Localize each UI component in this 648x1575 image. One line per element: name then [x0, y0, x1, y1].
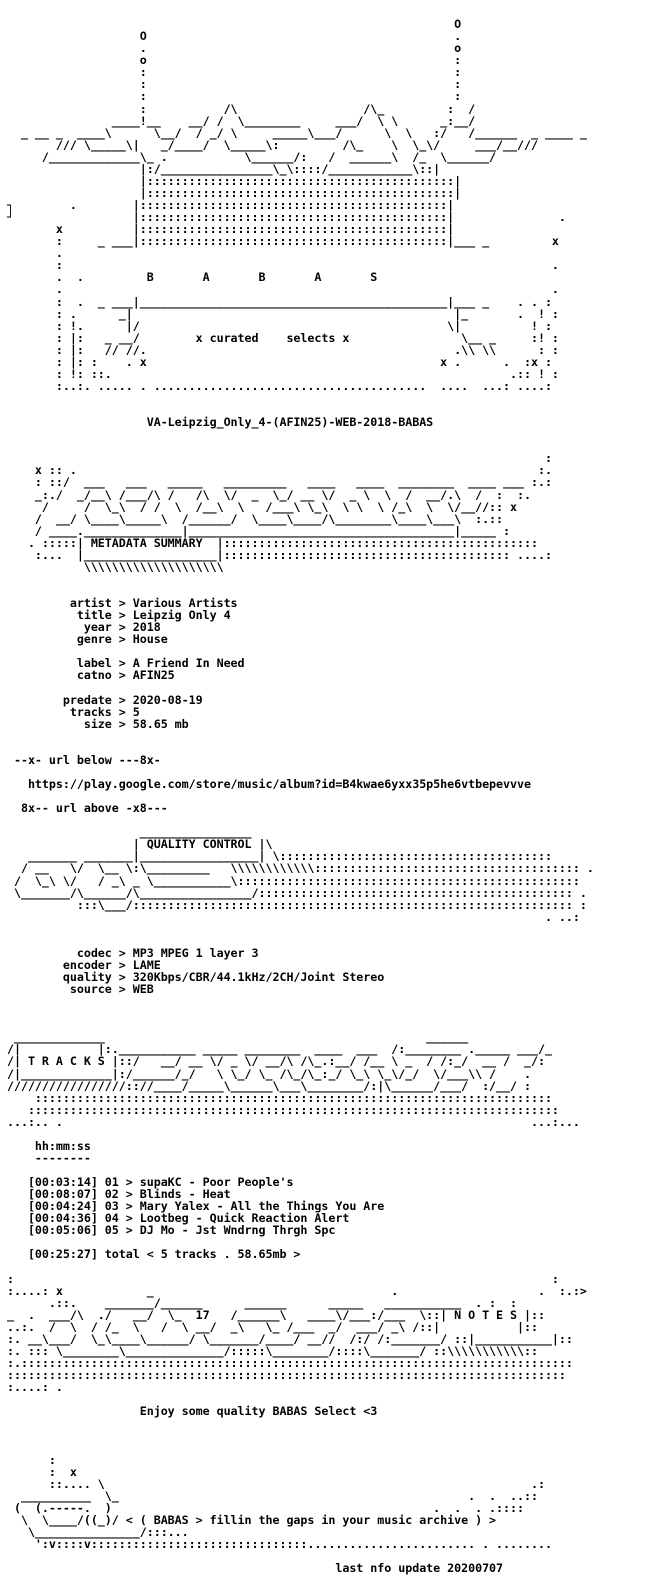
- nfo-line: source > WEB: [0, 982, 154, 997]
- nfo-line: [0, 1128, 648, 1140]
- nfo-line: :.:::::::::::::::::::::::::::::::::::::::::::::::::::::::::::::::::::::::::::::::: [0, 1356, 573, 1370]
- nfo-line: [0, 1007, 648, 1019]
- nfo-line: --x- url below ---8x-: [0, 752, 161, 767]
- nfo-line: _______ _______|_________________| \:::::::::::::::::::::::::::::::::::::::: [0, 849, 552, 864]
- nfo-line: : :: [0, 77, 559, 92]
- nfo-line: [0, 682, 648, 694]
- nfo-line: __________ \_ . . ..::: [0, 1488, 538, 1503]
- nfo-line: ________________: [0, 825, 252, 840]
- nfo-line: encoder > LAME: [0, 957, 161, 972]
- nfo-line: / \_\ \/ / _\ _ \___________\:::::::::::::::::::::::::::::::::::::::::::::::::: [0, 873, 580, 888]
- nfo-line: /_____________\_ . \______/: / ______\ /_ \______/: [0, 149, 573, 164]
- nfo-line: | QUALITY CONTROL |\: [0, 837, 273, 852]
- nfo-line: O: [0, 17, 559, 32]
- nfo-line: /| T R A C K S |::/ __/ __ \/ _ \/ __/\ /\_.:__/ /__ \ _ / /:_/ __ / _/:: [0, 1054, 545, 1069]
- nfo-line: : _ ___|::::::::::::::::::::::::::::::::::::::::::::|___ _ x: [0, 234, 566, 249]
- nfo-line: [00:25:27] total < 5 tracks . 58.65mb >: [0, 1247, 301, 1262]
- nfo-line: ...:.. . ...:...: [0, 1114, 580, 1129]
- nfo-line: :: [0, 451, 552, 466]
- nfo-line: |::::::::::::::::::::::::::::::::::::::::::::|: [0, 185, 573, 200]
- nfo-line: _ __ _ ____\ \__/ / _/ \ _____\___/ \ \ :/ /______ _ ____ _: [0, 125, 587, 140]
- nfo-line: [00:04:24] 03 > Mary Yalex - All the Things You Are: [0, 1199, 385, 1214]
- nfo-line: ┘ |::::::::::::::::::::::::::::::::::::::::::::| .: [0, 210, 566, 225]
- nfo-line: ::::::::::::::::::::::::::::::::::::::::::::::::::::::::::::::::::::::::::: [0, 1090, 552, 1105]
- nfo-line: \_______________/:::...: [0, 1524, 189, 1539]
- nfo-line: :: [0, 1452, 56, 1467]
- nfo-line: [00:03:14] 01 > supaKC - Poor People's: [0, 1175, 294, 1190]
- nfo-line: : ::/ ___ ___ _____ _________ ____ ____ ________ ____ ___ :.:: [0, 475, 552, 490]
- nfo-line: quality > 320Kbps/CBR/44.1kHz/2CH/Joint Stereo: [0, 970, 385, 984]
- nfo-line: . ..:: [0, 909, 580, 924]
- nfo-line: genre > House: [0, 632, 168, 647]
- nfo-line: .: [0, 246, 559, 261]
- nfo-line: o :: [0, 53, 559, 68]
- nfo-line: : :: [0, 65, 559, 80]
- nfo-line: : |: : . x x . . :x :: [0, 354, 552, 369]
- nfo-line: : !: ::. .:: ! :: [0, 366, 559, 381]
- nfo-line: ':v::::v:::::::::::::::::::::::::::::::........................ . ........: [0, 1536, 552, 1551]
- nfo-line: hh:mm:ss: [0, 1138, 91, 1153]
- nfo-line: _ . ___/\ ./ __/ \_ 17 /______\ ____\/___:/___ \::| N O T E S |::: [0, 1307, 545, 1322]
- nfo-line: label > A Friend In Need: [0, 656, 245, 671]
- nfo-line: ..:. / \ / /_ \ / \ __/ _\ \_ /___ _/ ___/ _\ /::| |::: [0, 1319, 538, 1334]
- nfo-line: [00:08:07] 02 > Blinds - Heat: [0, 1187, 231, 1202]
- nfo-line: ____!__ __/ / \________ ___/ \ \ _:__/: [0, 113, 566, 128]
- nfo-line: last nfo update 20200707: [0, 1561, 504, 1575]
- nfo-line: . o: [0, 41, 559, 56]
- nfo-line: |:/________________\_\::::/____________\::|: [0, 161, 566, 176]
- nfo-line: :....: .: [0, 1380, 63, 1395]
- nfo-line: VA-Leipzig_Only_4-(AFIN25)-WEB-2018-BABAS: [0, 415, 434, 430]
- nfo-line: year > 2018: [0, 620, 161, 635]
- nfo-line: https://play.google.com/store/music/album?id=B4kwae6yxx35p5he6vtbepevvve: [0, 777, 531, 791]
- nfo-line: ::::::::::::::::::::::::::::::::::::::::::::::::::::::::::::::::::::::::::::: [0, 1102, 559, 1117]
- nfo-document: [0, 6, 648, 1574]
- nfo-line: [0, 392, 648, 404]
- nfo-line: /// \_____\| _/____/ \_____\: /\_ \ \_\/ ___/__///: [0, 137, 552, 152]
- nfo-line: ::::::::::::::::::::::::::::::::::::::::::::::::::::::::::::::::::::::::::::::::: [0, 1368, 566, 1383]
- nfo-line: [0, 573, 648, 585]
- nfo-line: / ____.______________|______________________________________|_____ :: [0, 523, 511, 538]
- nfo-line: tracks > 5: [0, 704, 140, 719]
- nfo-line: ( (.-----. ) . . . .::::: [0, 1500, 524, 1515]
- nfo-line: [0, 1261, 648, 1273]
- nfo-line: :::\___/::::::::::::::::::::::::::::::::::::::::::::::::::::::::::::::: :: [0, 897, 587, 912]
- nfo-line: / __/ \____\_____\ /______/ \____\____/\________\____\___\ :.::: [0, 511, 504, 526]
- nfo-line: title > Leipzig Only 4: [0, 608, 231, 623]
- nfo-line: predate > 2020-08-19: [0, 692, 203, 707]
- nfo-line: 8x-- url above -x8---: [0, 801, 168, 816]
- nfo-line: :..:. ..... . ....................................... .... ...: ....:: [0, 378, 552, 393]
- nfo-line: :. ::: \________\______________/:::::\________/::::\_______/ ::\\\\\\\\\\\::: [0, 1343, 538, 1358]
- nfo-line: :. __\___/ \_\____\______/ \_______/____/ __// /:/ /:_______/ ::|___________|::: [0, 1331, 573, 1346]
- nfo-line: : .: [0, 258, 559, 273]
- nfo-line: : :: [0, 89, 559, 104]
- nfo-line: \\\\\\\\\\\\\\\\\\\\: [0, 559, 224, 574]
- nfo-line: ┐ . |::::::::::::::::::::::::::::::::::::::::::::|: [0, 198, 566, 212]
- nfo-line: /| |:.___________ _____ ________ ____ ___ /:________ ._____ ___/_: [0, 1042, 552, 1057]
- nfo-line: [0, 1441, 648, 1453]
- nfo-line: [00:05:06] 05 > DJ Mo - Jst Wndrng Thrgh Spc: [0, 1223, 336, 1238]
- nfo-line: \ \____/((_)/ < ( BABAS > fillin the gaps in your music archive ) >: [0, 1512, 497, 1527]
- nfo-line: Enjoy some quality BABAS Select <3: [0, 1404, 378, 1419]
- nfo-line: size > 58.65 mb: [0, 716, 189, 731]
- nfo-line: _:./ _/__\ /___/\ / /\ \/ _ \_/ __ \/ _ \ \ / __/.\ / : :.: [0, 487, 531, 502]
- nfo-line: codec > MP3 MPEG 1 layer 3: [0, 945, 259, 960]
- nfo-line: [0, 1417, 648, 1429]
- nfo-line: [0, 730, 648, 742]
- nfo-line: ::.... \ .:: [0, 1476, 545, 1491]
- nfo-line: : . _ ___|____________________________________________|___ _ . . :: [0, 294, 552, 309]
- nfo-line: [0, 923, 648, 935]
- nfo-line: [0, 995, 648, 1007]
- nfo-line: . .: [0, 282, 559, 297]
- nfo-line: catno > AFIN25: [0, 668, 175, 683]
- nfo-line: / __ \/ \__ \:\_________ \\\\\\\\\\\\:::::::::::::::::::::::::::::::::::::: .: [0, 861, 594, 876]
- nfo-line: : |: _ __/ x curated selects x \__ _ :! :: [0, 330, 559, 345]
- nfo-line: : |: // //. .\\ \\ : :: [0, 342, 559, 357]
- nfo-line: x :: . :.: [0, 463, 552, 478]
- nfo-line: : !. |/ \| ! :: [0, 318, 552, 333]
- nfo-line: [0, 1429, 648, 1441]
- nfo-line: .::. _______/______ ______ _____ ___________ . : :: [0, 1295, 517, 1310]
- nfo-line: : . _| |_ . ! :: [0, 306, 559, 321]
- nfo-line: :....: x _ . . :.:>: [0, 1283, 587, 1298]
- nfo-line: _____________ ______: [0, 1030, 469, 1045]
- nfo-line: [0, 428, 648, 440]
- nfo-line: :... |___________________|::::::::::::::::::::::::::::::::::::::::: ....:: [0, 547, 552, 562]
- nfo-line: /////////////////:://____/_____\______\___\________/:|\______/___/ :/__/ :: [0, 1078, 531, 1093]
- nfo-line: /|_____________|:/______/_/ \ \_/ \_ /\_/\_:_/ \_\ \_\/_/ \/___\\ / .: [0, 1066, 531, 1081]
- nfo-line: --------: [0, 1150, 91, 1165]
- nfo-line: : :: [0, 1271, 559, 1286]
- nfo-line: / / \_\ / / \ /__\ \ /___\ \_\ \ \ \ /_\ \ \/__//:: x: [0, 499, 517, 514]
- nfo-line: : x: [0, 1464, 77, 1479]
- nfo-line: : /\ /\_ : /: [0, 101, 559, 116]
- nfo-line: x |::::::::::::::::::::::::::::::::::::::::::::|: [0, 222, 566, 237]
- nfo-line: |::::::::::::::::::::::::::::::::::::::::::::|: [0, 173, 573, 188]
- nfo-line: [00:04:36] 04 > Lootbeg - Quick Reaction Alert: [0, 1211, 350, 1226]
- nfo-line: O .: [0, 29, 559, 44]
- nfo-line: . . B A B A S: [0, 270, 559, 285]
- nfo-line: . :::::| METADATA SUMMARY |:::::::::::::::::::::::::::::::::::::::::::::: [0, 535, 538, 550]
- nfo-line: \_______/\______/\________________/::::::::::::::::::::::::::::::::::::::::::::: .: [0, 885, 587, 900]
- nfo-line: artist > Various Artists: [0, 596, 238, 611]
